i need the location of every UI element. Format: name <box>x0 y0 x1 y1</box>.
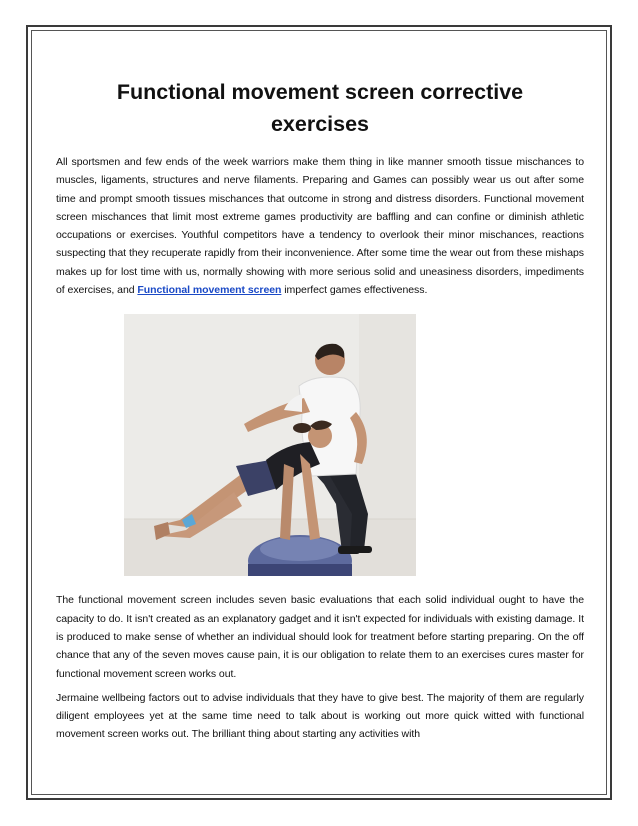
page-title: Functional movement screen corrective exercises <box>116 80 524 136</box>
document-content <box>56 76 584 744</box>
paragraph-screen-description: The functional movement screen includes seven basic evaluations that each solid individual ought to have the capacity to do. It isn't created as an explanatory gadget and it isn't expected for individuals with existing damage. It is produced to make sense of whether an individual should look for treatment before starting preparing. On the off chance that any of the seven moves cause pain, it is our obligation to relate them to an exercises cures master for functional movement screen works out. <box>56 594 584 680</box>
trainer-and-athlete-illustration <box>124 314 416 576</box>
paragraph-intro <box>56 153 584 299</box>
paragraph-intro-tail: imperfect games effectiveness. <box>281 284 428 297</box>
exercise-photo <box>124 314 416 576</box>
paragraph-wellbeing: Jermaine wellbeing factors out to advise individuals that they have to give best. The majority of them are regularly diligent employees yet at the same time need to talk about is working out more quick witted with functional movement screen works out. The brilliant thing about starting any activities with <box>56 691 584 741</box>
paragraph-intro-text: All sportsmen and few ends of the week warriors make them thing in like manner smooth tissue mischances to muscles, ligaments, structures and nerve filaments. Preparing and Games can possibly wear us out after some time and prompt smooth tissues mischances that outcome in strong and distress disorders. Functional movement screen mischances that limit most extreme games productivity are baffling and can confine or diminish athletic occupations or exercises. Youthful competitors have a tendency to overlook their minor mischances, reactions suspecting that they recuperate rapidly from their inconvenience. After some time the wear out from these mishaps makes up for lost time with us, normally showing with more serious solid and uneasiness disorders, impediments of exercises, and <box>56 156 584 297</box>
functional-movement-screen-link[interactable]: Functional movement screen <box>137 284 282 297</box>
